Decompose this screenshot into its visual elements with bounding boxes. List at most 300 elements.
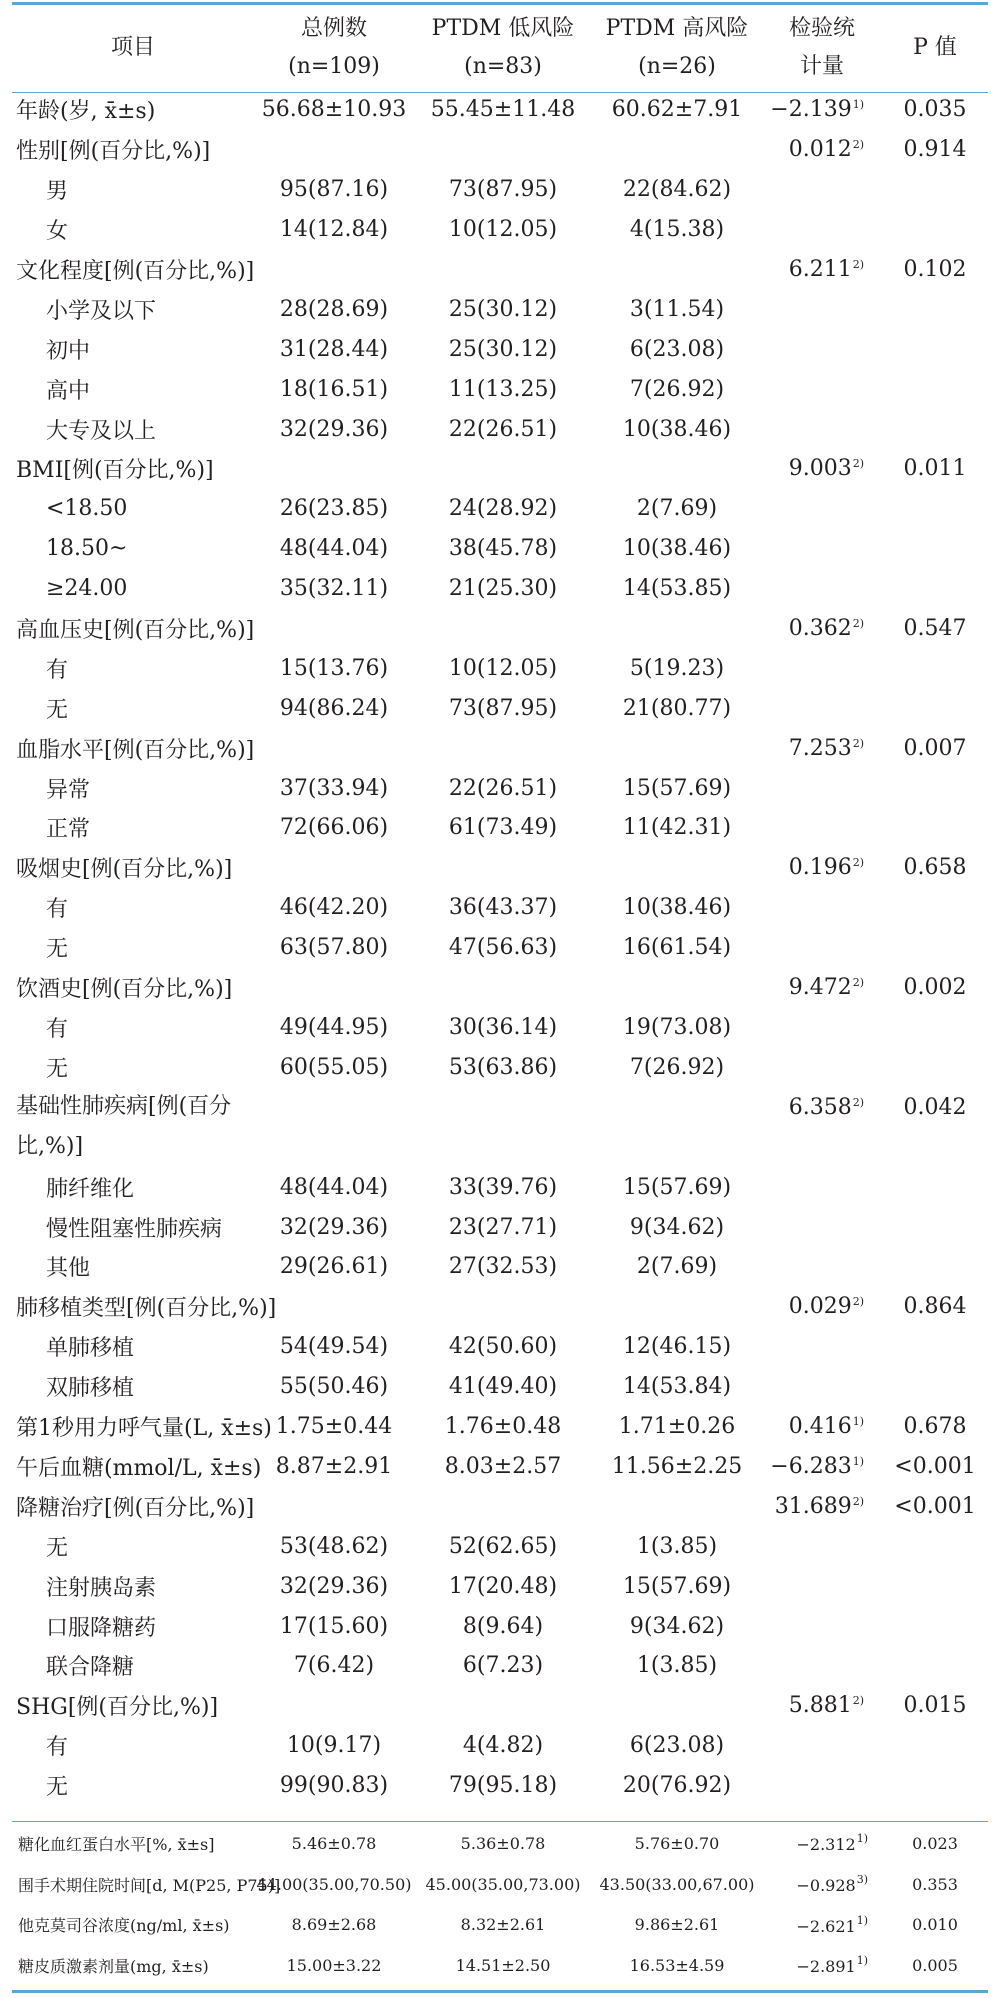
cell-low-risk: 25(30.12)	[448, 296, 558, 322]
cell-p-value	[882, 928, 988, 968]
cell-high-risk: 2(7.69)	[636, 496, 718, 522]
footnote-marker: 2)	[852, 1096, 864, 1110]
header-high-risk: PTDM 高风险 (n=26)	[605, 16, 749, 79]
row-item-label: 血脂水平[例(百分比,%)]	[16, 737, 255, 763]
cell-statistic	[762, 1646, 882, 1686]
bottom-rule	[12, 1990, 988, 1993]
cell-total: 94(86.24)	[279, 695, 389, 721]
row-item-label: <18.50	[46, 496, 128, 522]
row-item-label: 无	[46, 1535, 69, 1561]
footnote-marker: 1)	[856, 1954, 868, 1968]
cell-high-risk: 6(23.08)	[629, 336, 725, 362]
footnote-marker: 3)	[856, 1873, 868, 1887]
cell-total: 32(29.36)	[279, 416, 389, 442]
cell-p-value	[882, 1606, 988, 1646]
cell-statistic: −2.139$^{1)}$	[770, 97, 864, 123]
table-row	[12, 1287, 988, 1327]
cell-p-value	[882, 489, 988, 529]
cell-low-risk: 23(27.71)	[448, 1214, 558, 1240]
cell-low-risk: 4(4.82)	[462, 1733, 544, 1759]
cell-statistic: 5.881$^{2)}$	[788, 1693, 864, 1719]
row-item-label: 基础性肺疾病[例(百分比,%)]	[16, 1094, 232, 1160]
row-item-label: 正常	[46, 817, 91, 843]
cell-high-risk	[592, 968, 762, 1008]
cell-high-risk: 7(26.92)	[629, 376, 725, 402]
cell-p-value: 0.011	[903, 456, 967, 482]
footnote-marker: 1)	[856, 1913, 868, 1927]
table-row	[12, 1686, 988, 1726]
table-row	[12, 449, 988, 489]
footnote-marker: 2)	[852, 457, 864, 471]
cell-low-risk: 8.03±2.57	[444, 1453, 562, 1479]
cell-p-value: 0.010	[912, 1915, 958, 1935]
cell-statistic	[762, 369, 882, 409]
cell-high-risk: 60.62±7.91	[611, 97, 743, 123]
header-rule	[12, 92, 988, 93]
table-row	[12, 329, 988, 369]
cell-total: 44.00(35.00,70.50)	[256, 1874, 412, 1894]
cell-p-value: 0.002	[903, 975, 967, 1001]
row-item-label: 双肺移植	[46, 1376, 135, 1402]
row-item-label: 肺纤维化	[46, 1176, 135, 1202]
cell-statistic	[762, 648, 882, 688]
cell-high-risk: 5(19.23)	[629, 655, 725, 681]
table-row	[12, 648, 988, 688]
cell-statistic	[762, 1606, 882, 1646]
cell-p-value: 0.015	[903, 1693, 967, 1719]
cell-statistic	[762, 1207, 882, 1247]
row-item-label: 女	[46, 219, 69, 245]
cell-low-risk: 41(49.40)	[448, 1374, 558, 1400]
header-total: 总例数 (n=109)	[288, 16, 380, 79]
footnote-marker: 2)	[852, 258, 864, 271]
cell-high-risk: 9(34.62)	[629, 1214, 725, 1240]
cell-statistic	[762, 489, 882, 529]
cell-low-risk: 33(39.76)	[448, 1174, 558, 1200]
cell-high-risk	[592, 1686, 762, 1726]
row-item-label: 注射胰岛素	[46, 1575, 157, 1601]
cell-high-risk: 3(11.54)	[629, 296, 725, 322]
table-row	[12, 1007, 988, 1047]
row-item-label: 降糖治疗[例(百分比,%)]	[16, 1495, 255, 1521]
cell-low-risk: 55.45±11.48	[430, 97, 576, 123]
cell-low-risk: 30(36.14)	[448, 1014, 558, 1040]
cell-total: 18(16.51)	[279, 376, 389, 402]
cell-low-risk: 21(25.30)	[448, 576, 558, 602]
cell-statistic	[762, 210, 882, 250]
cell-total: 37(33.94)	[279, 775, 389, 801]
table-row	[12, 569, 988, 609]
cell-high-risk: 4(15.38)	[629, 217, 725, 243]
cell-low-risk: 25(30.12)	[448, 336, 558, 362]
table-row	[12, 1367, 988, 1407]
cell-total: 56.68±10.93	[261, 97, 407, 123]
cell-high-risk	[592, 1486, 762, 1526]
cell-p-value	[882, 529, 988, 569]
cell-statistic: 0.416$^{1)}$	[788, 1414, 864, 1440]
table-row	[12, 170, 988, 210]
row-item-label: SHG[例(百分比,%)]	[16, 1695, 219, 1721]
table-row	[12, 1087, 988, 1167]
cell-high-risk: 19(73.08)	[622, 1014, 732, 1040]
cell-statistic	[762, 808, 882, 848]
cell-p-value	[882, 1167, 988, 1207]
row-item-label: 肺移植类型[例(百分比,%)]	[16, 1296, 277, 1322]
cell-low-risk: 1.76±0.48	[444, 1414, 562, 1440]
cell-statistic	[762, 1367, 882, 1407]
row-item-label: 无	[46, 1056, 69, 1082]
footnote-marker: 2)	[852, 1694, 864, 1708]
cell-total: 14(12.84)	[279, 217, 389, 243]
cell-high-risk	[592, 449, 762, 489]
cell-statistic	[762, 1766, 882, 1806]
cell-total	[254, 250, 414, 290]
cell-high-risk: 15(57.69)	[622, 1573, 732, 1599]
cell-high-risk	[592, 609, 762, 649]
cell-p-value	[882, 1207, 988, 1247]
cell-low-risk: 8(9.64)	[462, 1613, 544, 1639]
cell-p-value	[882, 289, 988, 329]
row-item-label: 男	[46, 179, 69, 205]
row-item-label: 有	[46, 897, 69, 923]
cell-low-risk: 73(87.95)	[448, 695, 558, 721]
table-row	[12, 928, 988, 968]
supplementary-table	[12, 1823, 988, 1986]
table-row	[12, 1526, 988, 1566]
row-item-label: 他克莫司谷浓度(ng/ml, x̄±s)	[18, 1916, 230, 1936]
cell-total: 99(90.83)	[279, 1773, 389, 1799]
table-row	[12, 409, 988, 449]
cell-p-value: 0.547	[903, 616, 967, 642]
cell-high-risk: 15(57.69)	[622, 1174, 732, 1200]
cell-statistic	[762, 928, 882, 968]
footnote-marker: 1)	[856, 1832, 868, 1846]
footnote-marker: 2)	[852, 976, 864, 990]
row-item-label: 糖化血红蛋白水平[%, x̄±s]	[18, 1834, 215, 1854]
row-item-label: BMI[例(百分比,%)]	[16, 458, 214, 484]
cell-low-risk: 10(12.05)	[448, 217, 558, 243]
cell-high-risk	[592, 250, 762, 290]
cell-high-risk: 10(38.46)	[622, 895, 732, 921]
table-row	[12, 1945, 988, 1986]
table-row	[12, 1447, 988, 1487]
cell-statistic: −2.621$^{1)}$	[796, 1913, 868, 1936]
cell-high-risk	[592, 130, 762, 170]
cell-high-risk	[592, 1287, 762, 1327]
table-row	[12, 289, 988, 329]
footnote-marker: 2)	[852, 736, 864, 750]
footnote-marker: 1)	[852, 98, 864, 112]
cell-high-risk: 9(34.62)	[629, 1613, 725, 1639]
row-item-label: 文化程度[例(百分比,%)]	[16, 259, 255, 284]
cell-total	[254, 1287, 414, 1327]
row-item-label: 小学及以下	[46, 298, 157, 324]
cell-total: 29(26.61)	[279, 1254, 389, 1280]
cell-statistic	[762, 888, 882, 928]
cell-total: 26(23.85)	[279, 496, 389, 522]
cell-high-risk: 43.50(33.00,67.00)	[599, 1874, 755, 1894]
cell-low-risk: 36(43.37)	[448, 895, 558, 921]
cell-total: 48(44.04)	[279, 536, 389, 562]
cell-total: 8.69±2.68	[291, 1915, 377, 1935]
cell-high-risk: 1(3.85)	[636, 1653, 718, 1679]
cell-p-value: 0.678	[903, 1414, 967, 1440]
table-row	[12, 848, 988, 888]
cell-low-risk: 79(95.18)	[448, 1773, 558, 1799]
cell-high-risk	[592, 1087, 762, 1167]
cell-total	[254, 1486, 414, 1526]
table-row	[12, 1207, 988, 1247]
cell-total: 15(13.76)	[279, 655, 389, 681]
cell-total: 72(66.06)	[279, 815, 389, 841]
cell-low-risk	[414, 130, 592, 170]
row-item-label: 无	[46, 937, 69, 963]
cell-statistic: −6.283$^{1)}$	[770, 1453, 864, 1479]
cell-total	[254, 130, 414, 170]
row-item-label: 高中	[46, 378, 91, 404]
row-item-label: 18.50~	[46, 536, 128, 562]
cell-p-value	[882, 409, 988, 449]
table-row	[12, 1047, 988, 1087]
cell-low-risk: 27(32.53)	[448, 1254, 558, 1280]
cell-low-risk: 11(13.25)	[448, 376, 558, 402]
cell-total: 46(42.20)	[279, 895, 389, 921]
baseline-table	[12, 6, 988, 1806]
section-rule	[12, 1821, 988, 1822]
cell-statistic: 0.029$^{2)}$	[788, 1294, 864, 1320]
header-low-risk: PTDM 低风险 (n=83)	[431, 16, 575, 79]
footnote-marker: 2)	[852, 1494, 864, 1508]
cell-high-risk: 5.76±0.70	[634, 1833, 720, 1853]
cell-total: 28(28.69)	[279, 296, 389, 322]
cell-p-value: 0.102	[903, 257, 967, 282]
cell-total	[254, 848, 414, 888]
row-item-label: 吸烟史[例(百分比,%)]	[16, 857, 233, 883]
table-header	[12, 6, 988, 90]
cell-high-risk: 16.53±4.59	[629, 1955, 725, 1975]
table-row	[12, 728, 988, 768]
cell-p-value: 0.005	[912, 1955, 958, 1975]
table-row	[12, 1606, 988, 1646]
cell-total: 32(29.36)	[279, 1573, 389, 1599]
cell-statistic	[762, 409, 882, 449]
cell-low-risk: 24(28.92)	[448, 496, 558, 522]
header-p-value: P 值	[913, 35, 957, 60]
cell-p-value	[882, 1007, 988, 1047]
table-row	[12, 1327, 988, 1367]
table-row	[12, 1904, 988, 1945]
cell-high-risk: 14(53.84)	[622, 1374, 732, 1400]
cell-low-risk: 38(45.78)	[448, 536, 558, 562]
row-item-label: 有	[46, 1016, 69, 1042]
cell-p-value	[882, 1766, 988, 1806]
table-row	[12, 1726, 988, 1766]
cell-low-risk: 45.00(35.00,73.00)	[425, 1874, 581, 1894]
cell-total	[254, 1686, 414, 1726]
cell-high-risk: 11(42.31)	[622, 815, 732, 841]
cell-high-risk: 12(46.15)	[622, 1334, 732, 1360]
cell-statistic: 0.362$^{2)}$	[788, 616, 864, 642]
cell-p-value	[882, 648, 988, 688]
cell-total: 60(55.05)	[279, 1054, 389, 1080]
cell-p-value	[882, 688, 988, 728]
cell-p-value	[882, 210, 988, 250]
header-item: 项目	[110, 35, 155, 60]
cell-p-value	[882, 808, 988, 848]
footnote-marker: 2)	[852, 1295, 864, 1309]
cell-low-risk: 61(73.49)	[448, 815, 558, 841]
footnote-marker: 1)	[852, 1454, 864, 1468]
cell-statistic: −2.312$^{1)}$	[796, 1832, 868, 1855]
cell-total: 48(44.04)	[279, 1174, 389, 1200]
row-item-label: 午后血糖(mmol/L, x̄±s)	[16, 1455, 262, 1481]
cell-statistic: −2.891$^{1)}$	[796, 1954, 868, 1977]
cell-total: 54(49.54)	[279, 1334, 389, 1360]
row-item-label: 年龄(岁, x̄±s)	[16, 99, 156, 125]
row-item-label: 慢性阻塞性肺疾病	[46, 1216, 223, 1242]
cell-total	[254, 728, 414, 768]
cell-low-risk: 17(20.48)	[448, 1573, 558, 1599]
table-row	[12, 369, 988, 409]
table-row	[12, 1247, 988, 1287]
table-row	[12, 130, 988, 170]
table-row	[12, 250, 988, 290]
cell-low-risk	[414, 449, 592, 489]
cell-total: 17(15.60)	[279, 1613, 389, 1639]
cell-p-value: 0.658	[903, 855, 967, 881]
cell-p-value	[882, 1726, 988, 1766]
cell-p-value: <0.001	[894, 1493, 976, 1519]
table-row	[12, 1766, 988, 1806]
table-row	[12, 808, 988, 848]
cell-total	[254, 1087, 414, 1167]
cell-p-value	[882, 768, 988, 808]
cell-low-risk	[414, 1087, 592, 1167]
comparison-table-sheet	[12, 0, 988, 1998]
cell-low-risk: 42(50.60)	[448, 1334, 558, 1360]
cell-high-risk: 20(76.92)	[622, 1773, 732, 1799]
cell-statistic	[762, 1167, 882, 1207]
cell-low-risk: 5.36±0.78	[460, 1833, 546, 1853]
cell-statistic: 6.211$^{2)}$	[788, 257, 864, 282]
cell-high-risk: 22(84.62)	[622, 177, 732, 203]
cell-low-risk	[414, 250, 592, 290]
cell-statistic: 0.196$^{2)}$	[788, 855, 864, 881]
cell-total: 31(28.44)	[279, 336, 389, 362]
cell-low-risk	[414, 968, 592, 1008]
cell-low-risk: 6(7.23)	[462, 1653, 544, 1679]
cell-statistic	[762, 1247, 882, 1287]
table-row	[12, 609, 988, 649]
cell-statistic	[762, 1047, 882, 1087]
footnote-marker: 1)	[852, 1415, 864, 1429]
cell-total: 63(57.80)	[279, 935, 389, 961]
row-item-label: 有	[46, 1735, 69, 1761]
cell-high-risk: 15(57.69)	[622, 775, 732, 801]
cell-statistic	[762, 529, 882, 569]
cell-statistic	[762, 768, 882, 808]
cell-high-risk: 11.56±2.25	[611, 1453, 743, 1479]
cell-high-risk: 10(38.46)	[622, 416, 732, 442]
cell-total	[254, 968, 414, 1008]
cell-low-risk	[414, 1486, 592, 1526]
cell-high-risk: 16(61.54)	[622, 935, 732, 961]
cell-p-value	[882, 1367, 988, 1407]
cell-total: 8.87±2.91	[275, 1453, 393, 1479]
row-item-label: 联合降糖	[46, 1655, 135, 1681]
cell-total: 10(9.17)	[286, 1733, 382, 1759]
table-row	[12, 768, 988, 808]
cell-p-value: 0.007	[903, 735, 967, 761]
cell-p-value: 0.353	[912, 1874, 958, 1894]
cell-p-value	[882, 1327, 988, 1367]
table-row	[12, 90, 988, 130]
table-row	[12, 1407, 988, 1447]
cell-statistic	[762, 569, 882, 609]
cell-p-value	[882, 329, 988, 369]
row-item-label: 大专及以上	[46, 418, 157, 444]
cell-high-risk: 14(53.85)	[622, 576, 732, 602]
row-item-label: 无	[46, 697, 69, 723]
cell-total: 15.00±3.22	[286, 1955, 382, 1975]
cell-statistic: −0.928$^{3)}$	[796, 1873, 868, 1896]
footnote-marker: 2)	[852, 856, 864, 870]
table-row	[12, 489, 988, 529]
cell-high-risk: 7(26.92)	[629, 1054, 725, 1080]
cell-statistic: 9.472$^{2)}$	[788, 975, 864, 1001]
footnote-marker: 2)	[852, 617, 864, 631]
cell-total	[254, 609, 414, 649]
cell-statistic	[762, 1526, 882, 1566]
cell-total: 95(87.16)	[279, 177, 389, 203]
cell-statistic	[762, 170, 882, 210]
cell-p-value: 0.023	[912, 1833, 958, 1853]
row-item-label: 初中	[46, 338, 91, 364]
footnote-marker: 2)	[852, 138, 864, 152]
table-row	[12, 1823, 988, 1864]
cell-p-value	[882, 569, 988, 609]
cell-p-value	[882, 170, 988, 210]
table-row	[12, 529, 988, 569]
cell-statistic	[762, 329, 882, 369]
table-row	[12, 1864, 988, 1905]
cell-low-risk: 53(63.86)	[448, 1054, 558, 1080]
cell-p-value: 0.864	[903, 1294, 967, 1320]
cell-statistic	[762, 1566, 882, 1606]
cell-statistic: 0.012$^{2)}$	[788, 137, 864, 163]
cell-statistic: 6.358$^{2)}$	[788, 1095, 864, 1121]
cell-statistic: 31.689$^{2)}$	[774, 1493, 864, 1519]
table-row	[12, 888, 988, 928]
row-item-label: ≥24.00	[46, 576, 128, 602]
cell-low-risk: 14.51±2.50	[455, 1955, 551, 1975]
cell-total	[254, 449, 414, 489]
top-rule	[12, 2, 988, 5]
cell-high-risk: 9.86±2.61	[634, 1915, 720, 1935]
cell-low-risk	[414, 1287, 592, 1327]
cell-total: 5.46±0.78	[291, 1833, 377, 1853]
table-body	[12, 90, 988, 1806]
table-row	[12, 1486, 988, 1526]
cell-high-risk: 21(80.77)	[622, 695, 732, 721]
row-item-label: 口服降糖药	[46, 1615, 157, 1641]
cell-statistic	[762, 1007, 882, 1047]
row-item-label: 第1秒用力呼气量(L, x̄±s)	[16, 1416, 272, 1442]
cell-statistic	[762, 688, 882, 728]
cell-p-value: 0.914	[903, 137, 967, 163]
row-item-label: 单肺移植	[46, 1336, 135, 1362]
cell-p-value	[882, 888, 988, 928]
